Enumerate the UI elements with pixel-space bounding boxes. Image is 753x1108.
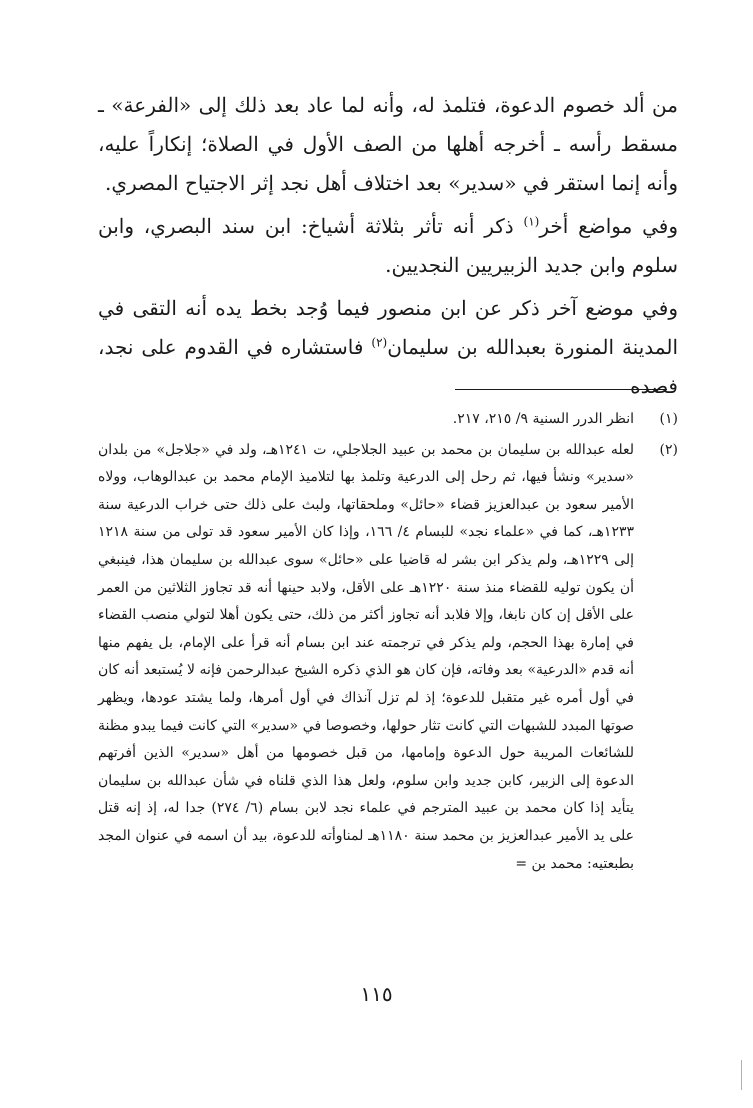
footnote: [98, 437, 678, 879]
paragraph-text: من ألد خصوم الدعوة، فتلمذ له، وأنه لما عاد بعد ذلك إلى «الفرعة» ـ مسقط رأسه ـ أخرجه أهلها من الصف الأول في الصلاة؛ إنكاراً عليه، وأنه إنما استقر في «سدير» بعد اختلاف أهل نجد إثر الاجتياح المصري.: [98, 93, 678, 195]
paragraph-text: فاستشاره في القدوم على نجد، فصده: [98, 335, 678, 398]
footnote-number: (٢): [659, 441, 678, 458]
scan-edge-line: [741, 1060, 742, 1090]
paragraph-text: ذكر أنه تأثر بثلاثة أشياخ: ابن سند البصري، وابن سلوم وابن جديد الزبيريين النجديين.: [98, 214, 678, 277]
paragraph: [98, 207, 678, 285]
footnote: [98, 406, 678, 434]
footnote-text: لعله عبدالله بن سليمان بن محمد بن عبيد الجلاجلي، ت ١٢٤١هـ، ولد في «جلاجل» من بلدان «سدير» ونشأ فيها، ثم رحل إلى الدرعية وتلمذ بها لتلاميذ الإمام محمد بن عبدالوهاب، وولاه الأمير سعود بن عبدالعزيز قضاء «حائل» وملحقاتها، ولبث على ذلك حتى خراب الدرعية سنة ١٢٣٣هـ، كما في «علماء نجد» للبسام ٤/ ١٦٦، وإذا كان الأمير سعود قد تولى من سنة ١٢١٨ إلى ١٢٢٩هـ، ولم يذكر ابن بشر له قاضيا على «حائل» سوى عبدالله بن سليمان هذا، فينبغي أن يكون توليه للقضاء منذ سنة ١٢٢٠هـ على الأقل، ولابد حينها أنه قد تجاوز الثلاثين من العمر على الأقل إن كان نابغا، وإلا فلابد أنه تجاوز أكثر من ذلك، حتى يكون أهلا لتولي منصب القضاء في إمارة بهذا الحجم، ولم يذكر في ترجمته عند ابن بسام أنه قرأ على الإمام، بل يفهم منها أنه قدم «الدرعية» بعد وفاته، فإن كان هو الذي ذكره الشيخ عبدالرحمن فإنه لا يُستبعد أنه كان في أول أمره غير متقبل للدعوة؛ إذ لم تزل آنذاك في أول أمرها، ولما يشتد عودها، ويظهر صوتها المبدد للشبهات التي كانت تثار حولها، وخصوصا في «سدير» التي كانت فيما يبدو مظنة للشائعات المريبة حول الدعوة وإمامها، من قبل خصومها من أهل «سدير» الذين أفرتهم الدعوة إلى الزبير، كابن جديد وابن سلوم، ولعل هذا الذي قلناه في شأن عبدالله بن سليمان يتأيد إذا كان محمد بن عبيد المترجم في علماء نجد لابن بسام (٦/ ٢٧٤) جدا له، إذ إنه قتل على يد الأمير عبدالعزيز بن محمد سنة ١١٨٠هـ لمناوأته للدعوة، بيد أن اسمه في عنوان المجد بطبعتيه: محمد بن =: [98, 441, 635, 872]
paragraph: [98, 86, 678, 203]
main-text: [98, 86, 678, 406]
footnote-reference: (١): [523, 214, 540, 229]
page-number: ١١٥: [360, 982, 393, 1006]
footnote-separator: [455, 389, 667, 390]
paragraph-text: وفي مواضع أخر: [539, 214, 678, 238]
footnote-reference: (٢): [371, 335, 388, 350]
footnotes: [98, 406, 678, 881]
footnote-text: انظر الدرر السنية ٩/ ٢١٥، ٢١٧.: [452, 411, 634, 427]
footnote-number: (١): [659, 411, 678, 427]
paragraph-text: وفي موضع آخر ذكر عن ابن منصور فيما وُجد بخط يده أنه التقى في المدينة المنورة بعبدالله بن سليمان: [98, 296, 678, 359]
